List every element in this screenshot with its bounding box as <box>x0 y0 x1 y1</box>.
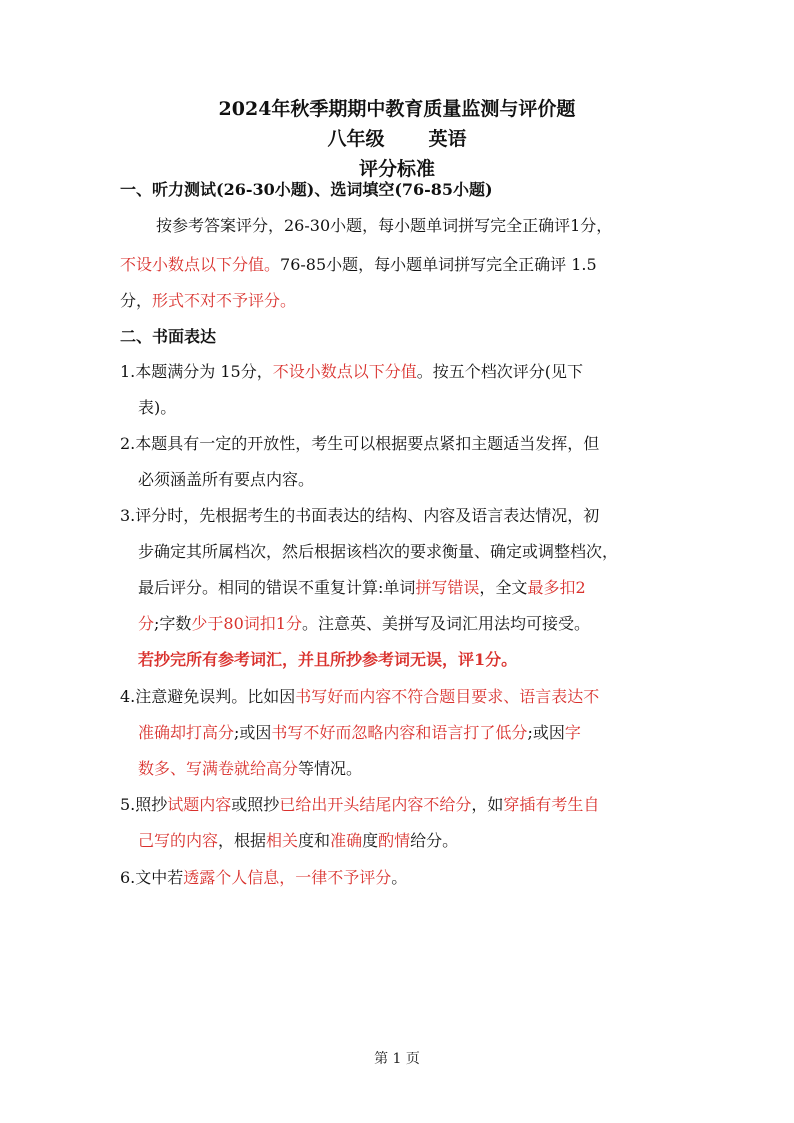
item6-line1 <box>120 868 407 888</box>
item4-line3 <box>138 759 362 779</box>
item5-text-b1: 己写的内容 <box>138 831 219 850</box>
item4-text-b2: ;或因 <box>234 723 272 742</box>
item3-text-d1: 分 <box>138 614 155 633</box>
item5-text-b8: 给分。 <box>410 831 459 850</box>
item1-text-a: 1.本题满分为 15分， <box>120 362 273 381</box>
document-title: 2024年秋季期期中教育质量监测与评价题 <box>218 98 576 120</box>
item3-text-c4: 最多扣2 <box>527 578 586 597</box>
item3-text-c2: 拼写错误 <box>415 578 480 597</box>
item4-text-b4: ;或因 <box>527 723 565 742</box>
item4-text-b5: 字 <box>564 723 581 742</box>
item3-line3 <box>138 578 586 598</box>
section1-line2-red: 不设小数点以下分值。 <box>120 255 281 274</box>
item5-text-b4: 度和 <box>298 831 331 850</box>
item3-text-c1: 最后评分。相同的错误不重复计算:单词 <box>138 578 416 597</box>
item5-text-a1: 5.照抄 <box>120 795 168 814</box>
item5-text-a4: 已给出开头结尾内容不给分 <box>279 795 472 814</box>
scoring-standard-label: 评分标准 <box>358 158 435 180</box>
section1-heading: 一、听力测试(26-30小题)、选词填空(76-85小题) <box>120 180 493 199</box>
item4-text-c2: 等情况。 <box>298 759 363 778</box>
document-subtitle <box>0 127 794 151</box>
item4-text-b1: 准确却打高分 <box>138 723 235 742</box>
item5-text-b7: 酌情 <box>378 831 411 850</box>
item5-text-a6: 穿插有考生自 <box>503 795 600 814</box>
section2-heading: 二、书面表达 <box>120 327 217 346</box>
item1-text-c: 。按五个档次评分(见下 <box>416 362 583 381</box>
item4-text-b3: 书写不好而忽略内容和语言打了低分 <box>271 723 528 742</box>
item4-text-a2: 书写好而内容不符合题目要求、语言表达不 <box>295 687 600 706</box>
item3-text-c3: ，全文 <box>479 578 528 597</box>
item5-text-a3: 或照抄 <box>231 795 280 814</box>
item5-line2 <box>138 831 458 851</box>
item6-text-a3: 。 <box>391 868 408 887</box>
item3-line4 <box>138 614 590 634</box>
item3-line1: 3.评分时，先根据考生的书面表达的结构、内容及语言表达情况，初 <box>120 506 600 525</box>
item5-text-b2: ，根据 <box>218 831 267 850</box>
item3-text-d4: 。注意英、美拼写及词汇用法均可接受。 <box>301 614 590 633</box>
item2-line1: 2.本题具有一定的开放性，考生可以根据要点紧扣主题适当发挥，但 <box>120 434 600 453</box>
item3-line2: 步确定其所属档次，然后根据该档次的要求衡量、确定或调整档次， <box>138 542 619 561</box>
subject-label: 英语 <box>428 128 467 150</box>
item6-text-a1: 6.文中若 <box>120 868 184 887</box>
item4-line2 <box>138 723 581 743</box>
item6-text-a2: 透露个人信息，一律不予评分 <box>183 868 392 887</box>
item5-text-b6: 度 <box>362 831 379 850</box>
section1-line2 <box>120 255 597 275</box>
item3-text-d3: 少于80词扣1分 <box>191 614 302 633</box>
item4-text-c1: 数多、写满卷就给高分 <box>138 759 299 778</box>
item3-text-d2: ;字数 <box>154 614 192 633</box>
item5-line1 <box>120 795 599 815</box>
section1-line2-black: 76-85小题，每小题单词拼写完全正确评 1.5 <box>280 255 597 274</box>
item5-text-b5: 准确 <box>330 831 363 850</box>
section1-line1: 按参考答案评分，26-30小题，每小题单词拼写完全正确评1分， <box>156 216 613 235</box>
item1-line2: 表)。 <box>138 398 177 417</box>
section1-line3 <box>120 291 296 311</box>
item5-text-a2: 试题内容 <box>167 795 232 814</box>
item5-text-a5: ，如 <box>471 795 504 814</box>
item2-line2: 必须涵盖所有要点内容。 <box>138 470 315 489</box>
item1-text-red: 不设小数点以下分值 <box>272 362 417 381</box>
item4-line1 <box>120 687 599 707</box>
section1-line3-black: 分， <box>120 291 153 310</box>
item3-line5: 若抄完所有参考词汇，并且所抄参考词无误，评1分。 <box>138 650 518 669</box>
section1-line3-red: 形式不对不予评分。 <box>152 291 297 310</box>
grade-label: 八年级 <box>327 128 385 150</box>
item1-line1 <box>120 362 583 382</box>
item4-text-a1: 4.注意避免误判。比如因 <box>120 687 296 706</box>
item5-text-b3: 相关 <box>266 831 299 850</box>
page-number-footer: 第 1 页 <box>374 1051 420 1067</box>
